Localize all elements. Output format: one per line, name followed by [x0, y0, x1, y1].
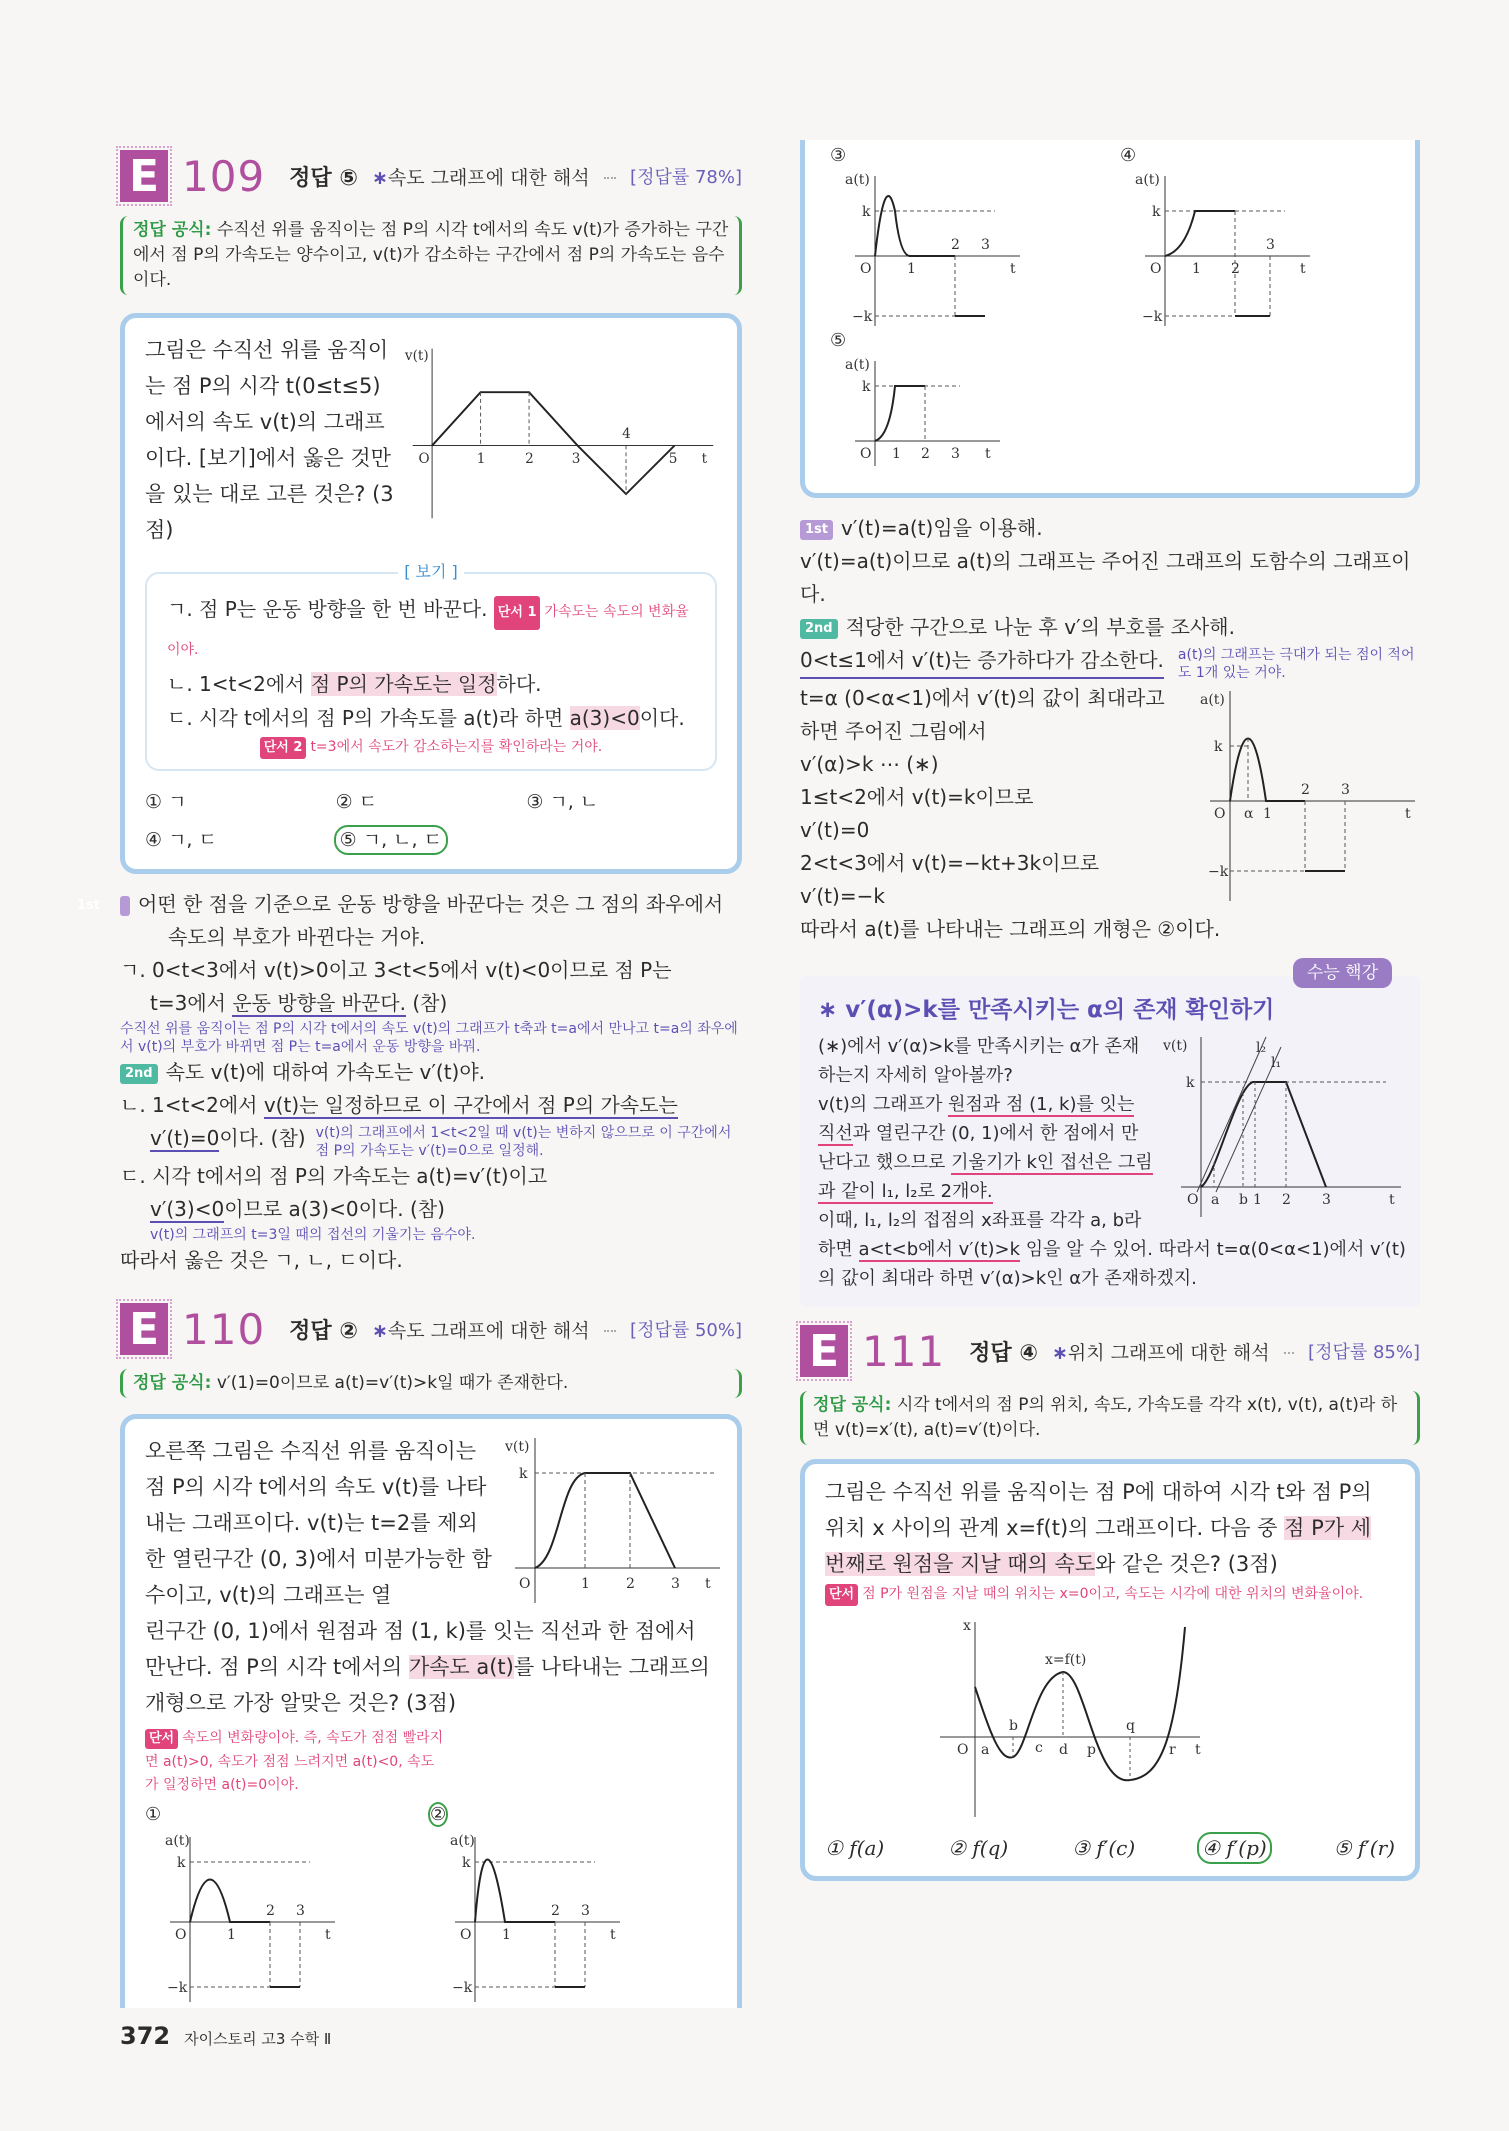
text: 1 [1192, 261, 1201, 277]
element [120, 1122, 742, 1160]
text: 1≤t<2에서 v(t)=k이므로 [800, 785, 1034, 809]
text: 정답 공식: [133, 1373, 212, 1393]
text: t [610, 1927, 616, 1943]
text: −k [1142, 309, 1163, 325]
choice-2[interactable]: ② f(q) [948, 1836, 1009, 1860]
text: O [957, 1742, 969, 1758]
text: t [1300, 261, 1306, 277]
text: r [1169, 1742, 1176, 1758]
text: ④ [1120, 145, 1137, 166]
text: 1 [1253, 1192, 1262, 1208]
text: t=α (0<α<1)에서 v′(t)의 값이 최대라고 하면 주어진 그림에서 [800, 686, 1165, 743]
text: 3 [981, 237, 990, 253]
text: 1 [1263, 806, 1272, 822]
element [800, 644, 1420, 682]
text: 1 [227, 1927, 236, 1943]
text: −k [167, 1980, 188, 1996]
text: b [1239, 1192, 1248, 1208]
text: 1 [502, 1927, 511, 1943]
text: −k [852, 309, 873, 325]
right-column [800, 140, 1420, 1881]
element [830, 341, 1030, 471]
bogi-item [167, 701, 695, 735]
left-column [77, 148, 742, 2050]
problem-header-110 [120, 1301, 742, 1357]
bogi-title: [ 보기 ] [398, 562, 464, 581]
text: 점 P가 세 번째로 원점을 지날 때의 속도 [825, 1516, 1371, 1576]
text: a(t) [845, 357, 870, 373]
text: v′(t)=−k [800, 884, 885, 908]
text: a(t) [1200, 692, 1225, 708]
position-curve [975, 1627, 1185, 1780]
problem-number: 110 [182, 1304, 266, 1354]
text: a(t) [450, 1833, 475, 1849]
tangent-graph [1161, 1032, 1406, 1217]
hint-tag: 단서 2 [260, 737, 307, 759]
text: l₁ [1271, 1055, 1282, 1071]
problem-box-109 [120, 313, 742, 874]
choice-3[interactable]: ③ ㄱ, ㄴ [526, 791, 599, 813]
page-number: 372 [120, 2022, 171, 2050]
text: α [1244, 806, 1254, 822]
text: 점 P의 가속도는 일정 [310, 672, 497, 696]
text: v′(t)=0 [800, 818, 870, 842]
text: t [985, 446, 991, 462]
text: t [1010, 261, 1016, 277]
text: 3 [951, 446, 960, 462]
text: 3 [1266, 237, 1275, 253]
velocity-graph [403, 336, 723, 526]
text: 이다. (참) [219, 1126, 306, 1150]
text: 속도 그래프에 대한 해석 [387, 1319, 590, 1342]
element [145, 1433, 717, 1613]
text: q [1126, 1718, 1135, 1734]
element [120, 1193, 742, 1226]
text: O [519, 1576, 531, 1592]
correct-rate: [정답률 85%] [1308, 1342, 1420, 1363]
text: v(t) [1163, 1038, 1188, 1054]
option-4[interactable] [1120, 145, 1320, 326]
text: 를 나타내는 그래프의 개형으로 가장 알맞은 것은? (3점) [145, 1655, 710, 1715]
velocity-curve [535, 1473, 675, 1568]
hint-text: 속도의 변화량이야. 즉, 속도가 점점 빨라지면 a(t)>0, 속도가 점점 느려지면 a(t)<0, 속도가 일정하면 a(t)=0이야. [145, 1730, 444, 1793]
text: 2nd [800, 619, 838, 639]
question-text: 오른쪽 그림은 수직선 위를 움직이는 점 P의 시각 t에서의 속도 v(t)를 나타내는 그래프이다. v(t)는 t=2를 제외한 열린구간 (0, 3)에서 미분가능한 함수이고, v(t)의 그래프는 열 [145, 1439, 492, 1607]
text: v′(α)>k ⋯ (∗) [800, 752, 939, 776]
text: 위치 그래프에 대한 해석 [1067, 1341, 1270, 1364]
answer-choices [825, 1834, 1395, 1862]
element [77, 888, 742, 954]
text: 가속도 a(t) [408, 1655, 514, 1679]
text: t [1389, 1192, 1395, 1208]
text: 적당한 구간으로 나눈 후 v′의 부호를 조사해. [845, 615, 1235, 639]
choice-4[interactable]: ④ ㄱ, ㄷ [145, 829, 217, 851]
asterisk-icon: ∗ [371, 166, 388, 189]
option-3[interactable] [830, 145, 1030, 326]
hint-tag: 단서 1 [494, 596, 541, 630]
text: l₂ [1256, 1040, 1267, 1056]
formula-label: 정답 공식: [133, 220, 212, 240]
text: 0<t≤1에서 v′(t)는 증가하다가 감소한다. [800, 644, 1164, 679]
option-1[interactable] [145, 1803, 345, 2002]
text: ③ [830, 145, 847, 166]
hint-text: 가속도는 속도의 변화율이야. [167, 604, 689, 658]
element [875, 196, 955, 256]
step-badge: 2nd [120, 1064, 158, 1084]
formula-text: 수직선 위를 움직이는 점 P의 시각 t에서의 속도 v(t)가 증가하는 구간에서 점 P의 가속도는 양수이고, v(t)가 감소하는 구간에서 점 P의 가속도는 음수이다. [133, 220, 729, 290]
core-title: ∗ v′(α)>k를 만족시키는 α의 존재 확인하기 [818, 997, 1275, 1023]
tick-label: 5 [668, 451, 678, 467]
element [1165, 211, 1235, 256]
text: k [177, 1855, 186, 1871]
conclusion: 따라서 옳은 것은 ㄱ, ㄴ, ㄷ이다. [120, 1248, 403, 1272]
text: k [1152, 204, 1161, 220]
text: 과 열린구간 (0, 1)에서 한 점에서 만난다고 했으므로 [818, 1123, 1139, 1173]
section-badge: E [800, 1325, 848, 1377]
text: x [963, 1618, 971, 1634]
text: O [1214, 806, 1226, 822]
text: O [860, 446, 872, 462]
problem-number: 111 [862, 1326, 946, 1376]
text: 2 [626, 1576, 635, 1592]
text: 2 [951, 237, 960, 253]
text: a<t<b에서 v′(t)>k [858, 1239, 1021, 1260]
element [800, 611, 1420, 644]
position-graph [935, 1612, 1305, 1822]
text: 시각 t에서의 점 P의 위치, 속도, 가속도를 각각 x(t), v(t), a(t)라 하면 v(t)=x′(t), a(t)=v′(t)이다. [813, 1395, 1398, 1440]
answer-formula [120, 216, 742, 295]
tick-label: 4 [622, 425, 631, 442]
note: v(t)의 그래프에서 1<t<2일 때 v(t)는 변하지 않으므로 이 구간에서 점 P의 가속도는 v′(t)=0으로 일정해. [315, 1125, 732, 1159]
text: t=3에서 [150, 991, 233, 1015]
text: 3 [671, 1576, 680, 1592]
problem-box-110 [120, 1414, 742, 2008]
note: v(t)의 그래프의 t=3일 때의 접선의 기울기는 음수야. [150, 1227, 476, 1243]
text: ㄴ. 1<t<2에서 [120, 1093, 264, 1117]
solution-109 [77, 888, 742, 1277]
choice-4-selected[interactable]: ④ f′(p) [1199, 1834, 1270, 1862]
text: ㄴ. 1<t<2에서 [167, 672, 311, 696]
text: 정답 공식: [813, 1395, 892, 1415]
text: v′(t)=a(t)이므로 a(t)의 그래프는 주어진 그래프의 도함수의 그래프이다. [800, 549, 1411, 606]
hint-text: t=3에서 속도가 감소하는지를 확인하라는 거야. [310, 739, 603, 755]
problem-110-options-cont [800, 140, 1420, 498]
option-5[interactable] [830, 330, 1030, 471]
text: v(t)는 일정하므로 이 구간에서 점 P의 가속도는 [263, 1093, 678, 1117]
text: 속도 그래프에 대한 해석 [387, 166, 590, 189]
element [818, 1206, 1406, 1293]
section-badge: E [120, 150, 168, 202]
text: 1st [800, 520, 833, 540]
element [150, 1122, 306, 1155]
text: k [1186, 1075, 1195, 1091]
text: k [462, 1855, 471, 1871]
answer-label: 정답 ② [289, 1318, 358, 1344]
element [145, 332, 717, 548]
text: 이므로 a(3)<0이다. (참) [224, 1197, 445, 1221]
problem-box-111 [800, 1459, 1420, 1881]
tick-label: 2 [525, 451, 534, 467]
text: 그림은 수직선 위를 움직이는 점 P에 대하여 시각 t와 점 P의 위치 x 사이의 관계 x=f(t)의 그래프이다. 다음 중 [825, 1480, 1372, 1540]
element [825, 1582, 1395, 1606]
section-badge: E [120, 1303, 168, 1355]
dotted-leader [1284, 1352, 1294, 1354]
text: ⑤ [830, 330, 847, 351]
element [120, 987, 742, 1020]
choice-1[interactable]: ① f(a) [825, 1836, 885, 1860]
correct-rate: [정답률 50%] [630, 1320, 742, 1341]
text: O [1150, 261, 1162, 277]
text: x=f(t) [1045, 1652, 1087, 1668]
text: k [519, 1466, 528, 1482]
text: 이때, l₁, l₂의 접점의 x좌표를 각각 a, b라 하면 [818, 1210, 1142, 1260]
x-label: t [701, 451, 708, 467]
text: 2 [1282, 1192, 1291, 1208]
page-footer [120, 2022, 742, 2050]
core-lecture-box [800, 963, 1420, 1307]
text: 기울기가 k인 접선은 그림과 같이 l₁, l₂로 2개야. [818, 1152, 1153, 1202]
topic [372, 163, 590, 190]
text: 2 [1301, 782, 1310, 798]
bogi-item [167, 592, 695, 667]
question-text: 그림은 수직선 위를 움직이는 점 P의 시각 t(0≤t≤5)에서의 속도 v(t)의 그래프이다. [보기]에서 옳은 것만을 있는 대로 고른 것은? (3점) [145, 338, 394, 542]
text: 1 [581, 1576, 590, 1592]
text: v′(t)=0 [150, 1126, 220, 1150]
asterisk-icon: ∗ [371, 1319, 388, 1342]
element [875, 386, 925, 441]
core-text [818, 1032, 1406, 1293]
hint-text: 점 P가 원점을 지날 때의 위치는 x=0이고, 속도는 시각에 대한 위치의 변화율이야. [862, 1586, 1364, 1602]
text: t [1405, 806, 1411, 822]
text: k [862, 379, 871, 395]
text: v′(1)=0이므로 a(t)=v′(t)>k일 때가 존재한다. [216, 1373, 569, 1393]
answer-label: 정답 ④ [969, 1340, 1038, 1366]
text: 2 [1231, 261, 1240, 277]
text: a [981, 1742, 990, 1758]
element [800, 512, 1420, 545]
bogi-box [145, 562, 717, 771]
text: 와 같은 것은? (3점) [1095, 1552, 1278, 1576]
element [145, 1803, 717, 2002]
text: O [1187, 1192, 1199, 1208]
question-text-cont [145, 1613, 717, 1795]
element [167, 735, 695, 759]
text: 1 [892, 446, 901, 462]
core-tag: 수능 핵강 [1293, 958, 1392, 988]
hint-tag: 단서 [145, 1729, 178, 1749]
text: 2<t<3에서 v(t)=−kt+3k이므로 [800, 851, 1100, 875]
text: t [1195, 1742, 1201, 1758]
text: v(t)의 그래프가 [818, 1094, 949, 1115]
hint-tag: 단서 [825, 1584, 858, 1606]
origin-label: O [418, 451, 430, 467]
velocity-line [432, 392, 674, 494]
choice-1[interactable]: ① ㄱ [145, 791, 187, 813]
choice-5-selected[interactable]: ⑤ ㄱ, ㄴ, ㄷ [336, 827, 446, 853]
element [1052, 1338, 1270, 1365]
text: O [460, 1927, 472, 1943]
solution-110 [800, 512, 1420, 946]
conclusion: 따라서 a(t)를 나타내는 그래프의 개형은 ②이다. [800, 917, 1221, 941]
option-graph [145, 1827, 345, 2002]
answer-formula [120, 1369, 742, 1398]
acceleration-graph [1200, 686, 1420, 906]
tick-label: 3 [571, 451, 581, 467]
text: v′(3)<0 [150, 1197, 225, 1221]
text: 원점과 점 (1, k)를 잇는 직선 [818, 1094, 1135, 1144]
text: k [1214, 739, 1223, 755]
element [145, 1725, 445, 1795]
text: 3 [1341, 782, 1350, 798]
text: 3 [581, 1903, 590, 1919]
answer-formula [800, 1391, 1420, 1445]
text: a(t)의 그래프는 극대가 되는 점이 적어도 1개 있는 거야. [1177, 647, 1415, 681]
text: d [1059, 1742, 1068, 1758]
text: a(t) [845, 172, 870, 188]
text: 어떤 한 점을 기준으로 운동 방향을 바꾼다는 것은 그 점의 좌우에서 속도의 부호가 바뀐다는 거야. [138, 892, 724, 949]
text: −k [1208, 864, 1229, 880]
correct-rate: [정답률 78%] [630, 167, 742, 188]
text: a [1211, 1192, 1220, 1208]
tangent-l2 [1197, 1037, 1266, 1192]
text: 하다. [496, 672, 542, 696]
step-badge: 1st [120, 896, 130, 916]
text: 임을 알 수 있어. 따라서 t=α(0<α<1)에서 v′(t)의 값이 최대라 하면 v′(α)>k인 α가 존재하겠지. [818, 1239, 1406, 1289]
element [1201, 1082, 1326, 1187]
text: 린구간 (0, 1)에서 원점과 점 (1, k)를 잇는 직선과 한 점에서 만난다. 점 P의 시각 t에서의 [145, 1619, 696, 1679]
question-text [825, 1474, 1395, 1582]
element [830, 156, 1030, 326]
dotted-leader [604, 1330, 616, 1332]
text: ① [145, 1804, 162, 1825]
text: 2 [551, 1903, 560, 1919]
text: O [860, 261, 872, 277]
tick-label: 1 [476, 451, 486, 467]
choice-2[interactable]: ② ㄷ [335, 791, 378, 813]
text: 운동 방향을 바꾼다. [232, 991, 406, 1015]
text: ㄱ. 점 P는 운동 방향을 한 번 바꾼다. [167, 597, 488, 621]
element [190, 1880, 270, 1923]
text: b [1009, 1718, 1018, 1734]
element [372, 1316, 590, 1343]
text: a(3)<0 [569, 706, 640, 730]
text: t [705, 1576, 711, 1592]
text: O [175, 1927, 187, 1943]
answer-choices [145, 789, 717, 853]
text: 3 [296, 1903, 305, 1919]
asterisk-icon: ∗ [1051, 1341, 1068, 1364]
text: c [1035, 1740, 1043, 1756]
text: t [325, 1927, 331, 1943]
text: (∗)에서 v′(α)>k를 만족시키는 α가 존재하는지 자세히 알아볼까? [818, 1036, 1140, 1086]
answer-label: 정답 ⑤ [289, 165, 358, 191]
element [475, 1860, 555, 1923]
text: 이다. [639, 706, 685, 730]
element [1120, 156, 1320, 326]
text: 2 [921, 446, 930, 462]
text: a(t) [165, 1833, 190, 1849]
velocity-graph [505, 1433, 725, 1603]
problem-header-111 [800, 1323, 1420, 1379]
element [147, 561, 715, 583]
note: 수직선 위를 움직이는 점 P의 시각 t에서의 속도 v(t)의 그래프가 t축과 t=a에서 만나고 t=a의 좌우에서 v(t)의 부호가 바뀌면 점 P는 t=a에서 운동 방향을 바꿔. [120, 1021, 738, 1055]
text: 3 [1322, 1192, 1331, 1208]
text: ㄷ. 시각 t에서의 점 P의 가속도는 a(t)=v′(t)이고 [120, 1164, 548, 1188]
text: a(t) [1135, 172, 1160, 188]
text: k [862, 204, 871, 220]
element [120, 1089, 742, 1122]
choice-3[interactable]: ③ f′(c) [1072, 1836, 1136, 1860]
y-label: v(t) [404, 348, 429, 365]
text: ② [430, 1804, 447, 1825]
bogi-item [167, 667, 695, 701]
choice-5[interactable]: ⑤ f′(r) [1333, 1836, 1395, 1860]
text: ㄱ. 0<t<3에서 v(t)>0이고 3<t<5에서 v(t)<0이므로 점 P는 [120, 958, 672, 982]
text: 속도 v(t)에 대하여 가속도는 v′(t)야. [165, 1060, 486, 1084]
text: ㄷ. 시각 t에서의 점 P의 가속도를 a(t)라 하면 [167, 706, 570, 730]
problem-number: 109 [182, 151, 266, 201]
text: 1 [907, 261, 916, 277]
dotted-leader [604, 177, 616, 179]
text: −k [452, 1980, 473, 1996]
text: 2 [266, 1903, 275, 1919]
text: v(t) [505, 1439, 530, 1455]
text: v′(t)=a(t)임을 이용해. [841, 516, 1043, 540]
option-2-selected[interactable] [430, 1803, 630, 2002]
option-graph [430, 1827, 630, 2002]
text: p [1087, 1742, 1096, 1758]
text: (참) [405, 991, 448, 1015]
element [1230, 739, 1305, 802]
book-title: 자이스토리 고3 수학 Ⅱ [184, 2030, 332, 2048]
problem-header [120, 148, 742, 204]
element [120, 1056, 742, 1089]
